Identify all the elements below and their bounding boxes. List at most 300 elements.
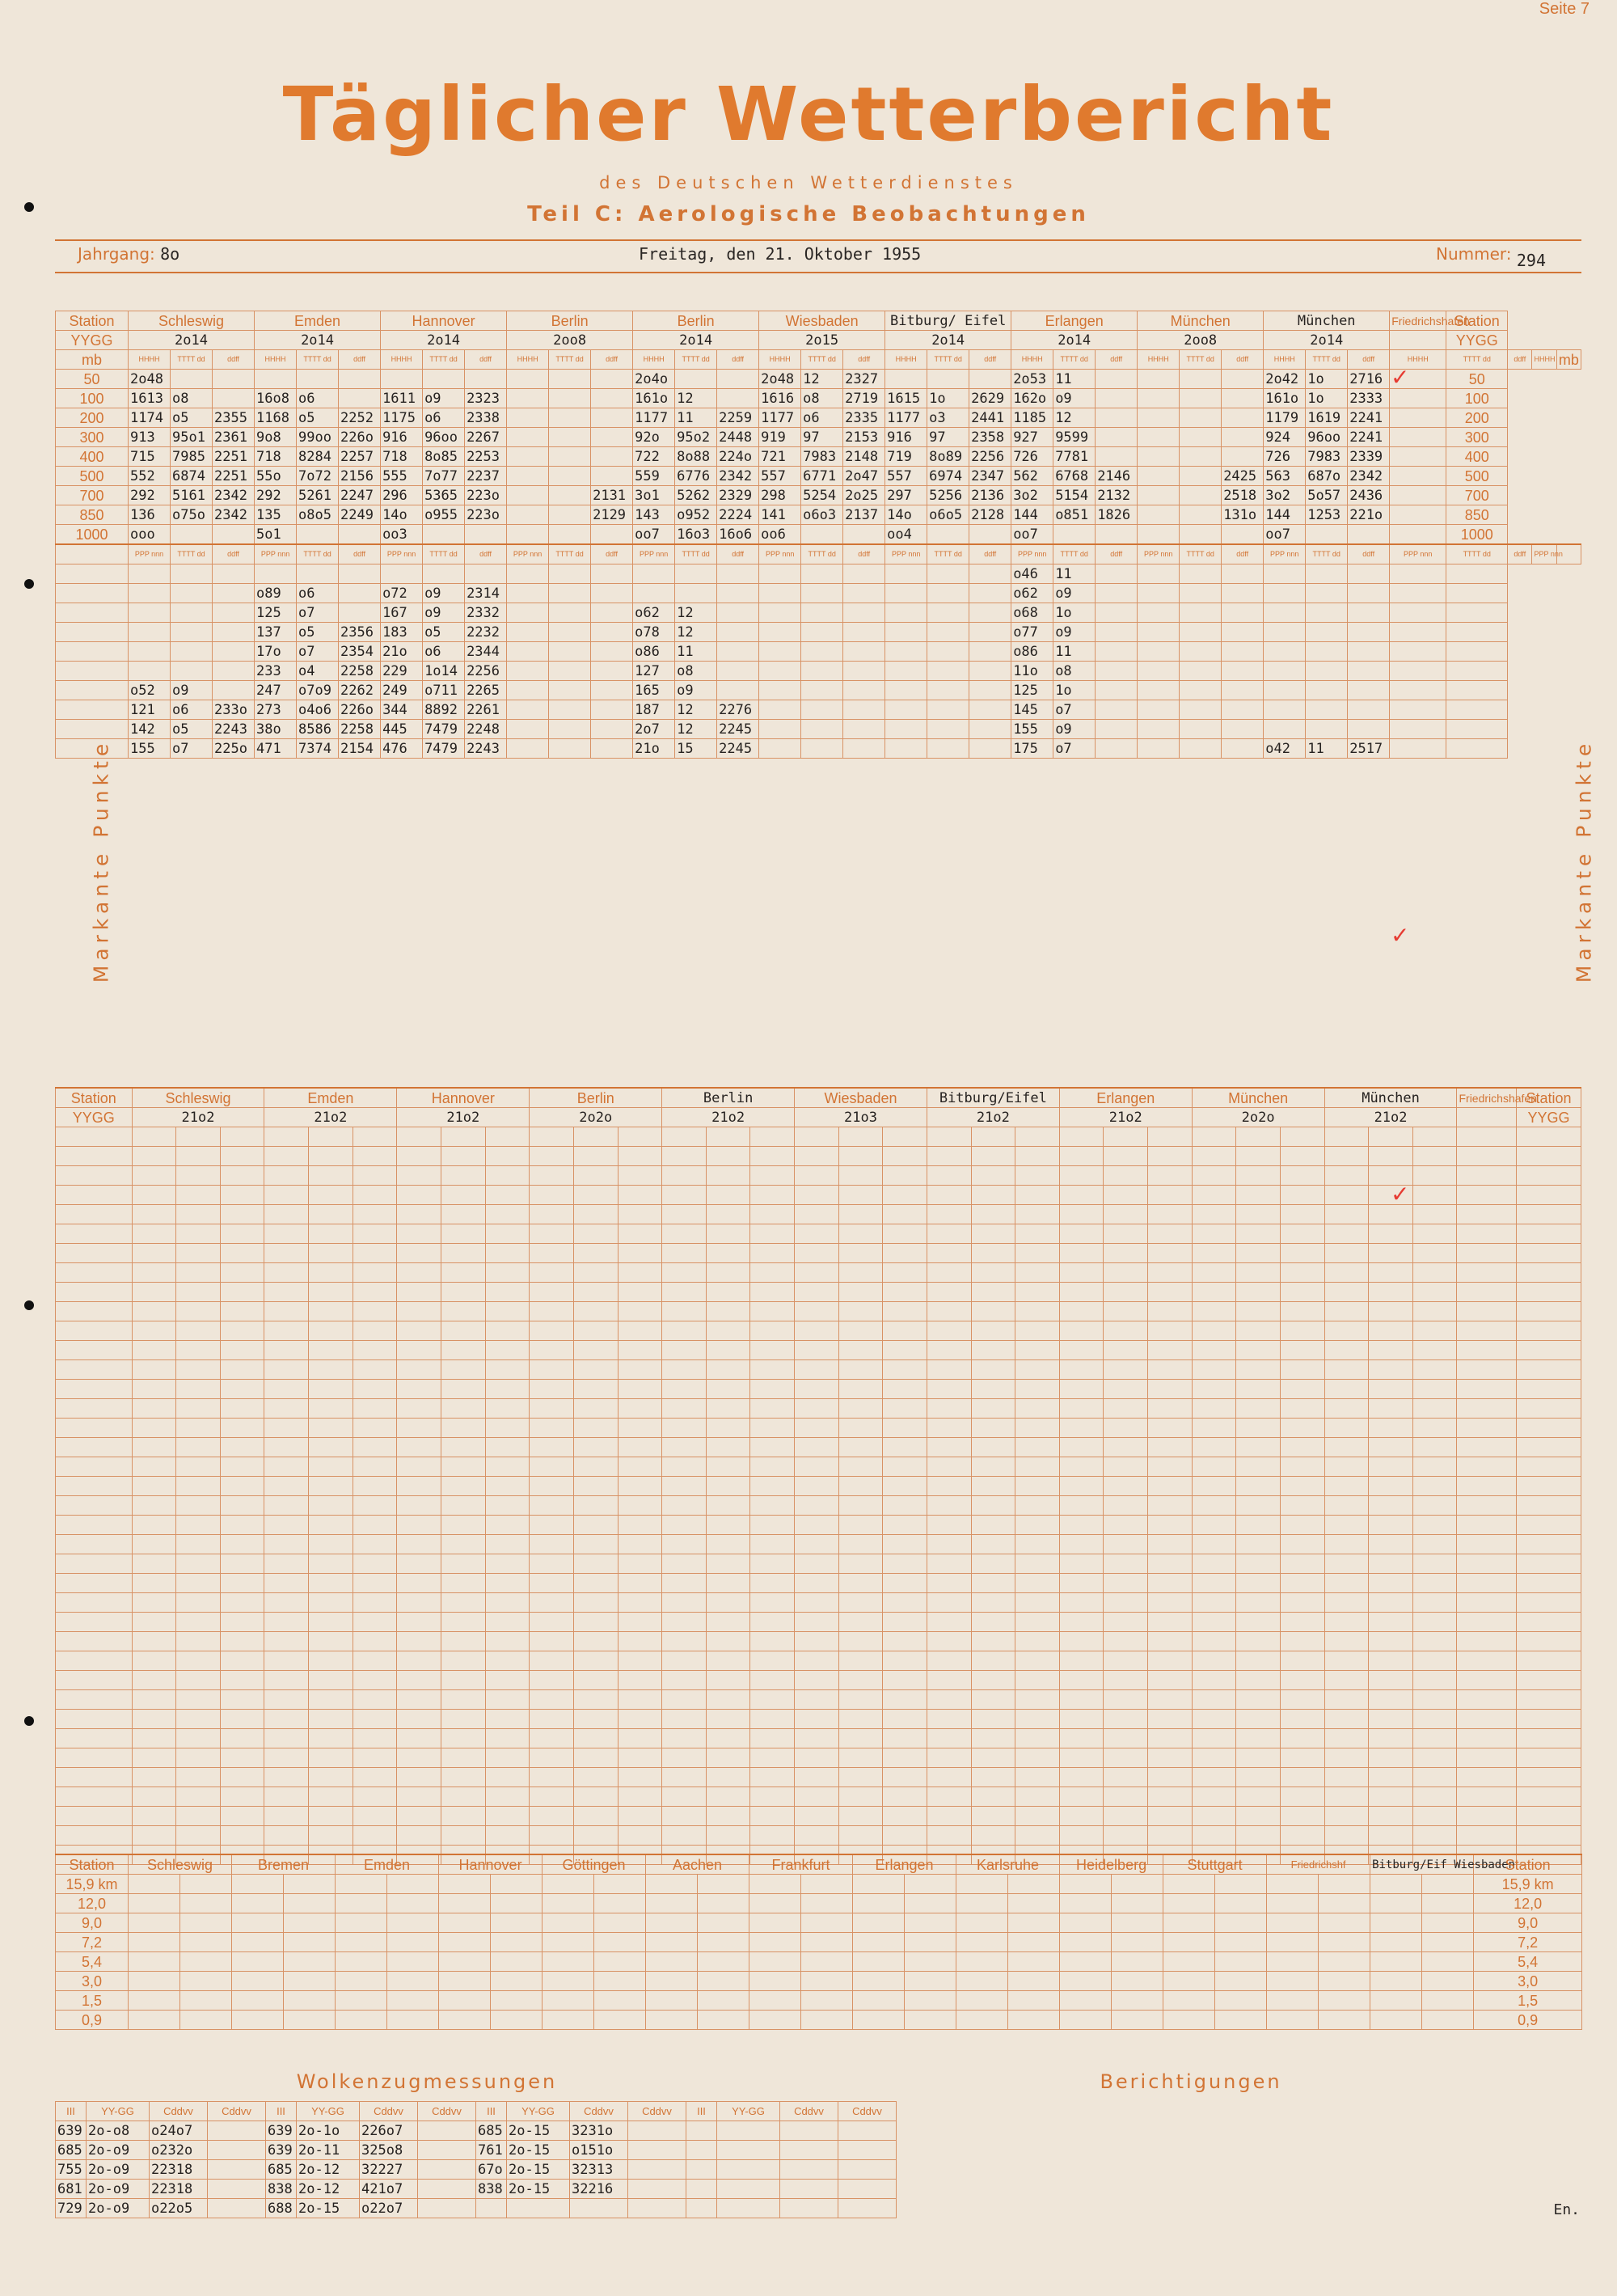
grid-cell [838,1651,883,1671]
data-cell: 161o [1264,389,1306,408]
grid-cell [706,1729,750,1748]
data-cell [717,584,759,603]
data-cell [759,642,801,662]
yygg-row [56,1108,1581,1127]
data-cell: oo4 [885,525,927,545]
data-cell: 2259 [717,408,759,428]
grid-cell [883,1302,927,1321]
data-cell [1306,720,1348,739]
grid-cell [1457,1438,1517,1457]
grid-cell [353,1127,397,1147]
grid-cell [706,1671,750,1690]
grid-cell [56,1826,133,1846]
side-cell [1446,720,1508,739]
data-cell: 38o [255,720,297,739]
data-cell [686,2141,717,2160]
ddff-label: ddff [339,350,381,370]
grid-cell [1059,1729,1104,1748]
grid-cell [750,1186,795,1205]
grid-row [56,1554,1581,1574]
grid-cell [309,1613,353,1632]
grid-row [56,1807,1581,1826]
data-cell [927,720,969,739]
data-cell [956,1972,1008,1991]
data-cell [129,2011,180,2030]
data-cell [885,564,927,584]
grid-cell [1280,1671,1324,1690]
data-cell [549,370,591,389]
data-cell [780,2121,838,2141]
data-cell [1163,1991,1215,2011]
data-cell [549,564,591,584]
grid-cell [56,1477,133,1496]
grid-cell [132,1127,176,1147]
side-cell [56,564,129,584]
grid-cell [1015,1399,1060,1419]
grid-cell [1280,1807,1324,1826]
data-cell [749,1894,801,1913]
data-cell: o9 [423,584,465,603]
data-cell: 2241 [1348,408,1390,428]
data-cell: 2132 [1096,486,1138,505]
grid-cell [1015,1748,1060,1768]
data-cell: 12 [1053,408,1096,428]
grid-cell [1369,1632,1413,1651]
station-name: Frankfurt [749,1854,853,1875]
grid-cell [1457,1690,1517,1710]
ddff-label: ddff [1508,544,1532,564]
grid-cell [485,1690,530,1710]
grid-cell [1015,1477,1060,1496]
data-cell: 2256 [465,662,507,681]
data-cell [1112,1991,1163,2011]
level-row [56,447,1581,467]
data-cell [843,720,885,739]
grid-row [56,1787,1581,1807]
grid-cell [353,1516,397,1535]
grid-cell [971,1787,1015,1807]
data-cell [1215,1991,1267,2011]
station-name: Schleswig [132,1088,264,1108]
grid-cell [1148,1399,1193,1419]
grid-cell [750,1419,795,1438]
data-cell: 249 [381,681,423,700]
grid-cell [397,1574,441,1593]
grid-cell [309,1283,353,1302]
grid-cell [1457,1263,1517,1283]
grid-cell [530,1263,574,1283]
grid-cell [1517,1283,1581,1302]
grid-cell [309,1593,353,1613]
data-cell: o7 [297,603,339,623]
grid-cell [573,1613,618,1632]
data-cell [387,1894,439,1913]
grid-cell [485,1127,530,1147]
grid-cell [750,1302,795,1321]
data-cell [885,700,927,720]
data-cell [439,1952,491,1972]
grid-cell [883,1574,927,1593]
grid-cell [573,1399,618,1419]
data-cell [129,564,171,584]
data-cell: 2344 [465,642,507,662]
station-name: Schleswig [129,311,255,331]
data-cell: oo7 [1264,525,1306,545]
data-cell [1306,681,1348,700]
page-label: Seite 7 [1539,0,1590,18]
grid-cell [530,1516,574,1535]
grid-cell [971,1748,1015,1768]
grid-cell [264,1710,309,1729]
grid-cell [1059,1457,1104,1477]
grid-cell [1104,1147,1148,1166]
data-cell: 2243 [465,739,507,759]
data-cell [232,1894,284,1913]
grid-cell [397,1205,441,1224]
grid-cell [176,1186,221,1205]
tttt-label: TTTT dd [1180,544,1222,564]
grid-cell [309,1787,353,1807]
grid-cell [309,1360,353,1380]
grid-cell [618,1671,662,1690]
morning-level-rows [56,370,1581,545]
grid-cell [1059,1321,1104,1341]
col-label: Cddvv [838,2102,897,2121]
grid-cell [1412,1186,1457,1205]
data-cell [1180,486,1222,505]
grid-cell [1192,1360,1236,1380]
data-cell: 2146 [1096,467,1138,486]
data-cell [969,739,1011,759]
data-cell: o151o [570,2141,628,2160]
grid-cell [573,1224,618,1244]
grid-cell [530,1302,574,1321]
grid-cell [309,1147,353,1166]
data-cell [1096,681,1138,700]
data-cell: 2o-15 [507,2141,570,2160]
data-cell: o6 [297,584,339,603]
data-cell [1138,739,1180,759]
grid-cell [795,1690,839,1710]
data-cell [780,2180,838,2199]
grid-cell [1148,1554,1193,1574]
grid-row [56,1399,1581,1419]
grid-cell [56,1186,133,1205]
grid-cell [750,1535,795,1554]
grid-cell [1457,1205,1517,1224]
data-cell [507,720,549,739]
grid-cell [220,1768,264,1787]
data-cell [801,564,843,584]
data-cell [717,389,759,408]
grid-cell [264,1205,309,1224]
grid-cell [971,1399,1015,1419]
afternoon-grid [56,1127,1581,1865]
data-cell [717,2199,780,2218]
time-cell: 2oo8 [507,331,633,350]
grid-cell [706,1147,750,1166]
grid-cell [530,1166,574,1186]
data-cell [171,564,213,584]
grid-cell [176,1438,221,1457]
time-cell: 21o2 [927,1108,1059,1127]
data-cell: 187 [633,700,675,720]
data-cell [1163,1875,1215,1894]
grid-cell [618,1399,662,1419]
grid-cell [1324,1690,1369,1710]
data-cell [838,2199,897,2218]
grid-cell [1059,1186,1104,1205]
grid-cell [1369,1516,1413,1535]
grid-cell [795,1186,839,1205]
data-cell [956,1875,1008,1894]
data-cell [843,603,885,623]
check-mark-icon: ✓ [1391,1181,1410,1207]
grid-cell [971,1710,1015,1729]
data-cell: 16o8 [255,389,297,408]
grid-cell [176,1613,221,1632]
grid-cell [1324,1438,1369,1457]
data-cell [213,389,255,408]
level-label: 100 [56,389,129,408]
data-cell: 6974 [927,467,969,486]
grid-cell [397,1341,441,1360]
grid-cell [662,1205,707,1224]
data-cell [801,662,843,681]
grid-cell [1412,1399,1457,1419]
grid-cell [176,1574,221,1593]
grid-cell [1412,1205,1457,1224]
grid-cell [795,1787,839,1807]
data-cell: 7985 [171,447,213,467]
grid-cell [1369,1399,1413,1419]
grid-cell [1148,1632,1193,1651]
grid-cell [397,1554,441,1574]
grid-cell [618,1516,662,1535]
data-cell [749,1972,801,1991]
grid-cell [56,1224,133,1244]
grid-cell [1517,1768,1581,1787]
data-cell [1163,1972,1215,1991]
grid-cell [706,1632,750,1651]
level-label: 0,9 [56,2011,129,2030]
data-cell: 2o42 [1264,370,1306,389]
data-cell [591,428,633,447]
grid-cell [1148,1186,1193,1205]
data-cell [969,564,1011,584]
grid-cell [1324,1205,1369,1224]
grid-cell [1457,1457,1517,1477]
data-cell: o9 [1053,623,1096,642]
grid-cell [264,1613,309,1632]
data-cell: 97 [927,428,969,447]
grid-cell [309,1186,353,1205]
data-cell [759,662,801,681]
data-cell [208,2199,266,2218]
data-cell: 7479 [423,739,465,759]
station-name: Hannover [397,1088,530,1108]
grid-cell [706,1748,750,1768]
tttt-label: TTTT dd [927,544,969,564]
tttt-label: TTTT dd [171,544,213,564]
grid-cell [220,1748,264,1768]
data-cell [801,1991,853,2011]
col-label: YY-GG [87,2102,150,2121]
tttt-label: TTTT dd [297,544,339,564]
grid-cell [1059,1632,1104,1651]
grid-cell [132,1341,176,1360]
data-cell [549,447,591,467]
grid-cell [573,1768,618,1787]
data-cell [905,1933,956,1952]
grid-cell [662,1341,707,1360]
data-cell: 2719 [843,389,885,408]
yygg-label: YYGG [56,331,129,350]
station-name: Erlangen [853,1854,956,1875]
data-cell: 7983 [1306,447,1348,467]
data-cell [646,1913,698,1933]
grid-cell [618,1283,662,1302]
data-cell: 16o6 [717,525,759,545]
grid-cell [485,1283,530,1302]
grid-cell [485,1399,530,1419]
ddff-label: ddff [1508,350,1532,370]
grid-cell [176,1341,221,1360]
grid-cell [309,1768,353,1787]
grid-cell [795,1826,839,1846]
data-cell [507,505,549,525]
data-cell [549,642,591,662]
grid-cell [441,1263,485,1283]
grid-cell [353,1380,397,1399]
grid-cell [309,1807,353,1826]
grid-cell [1457,1651,1517,1671]
grid-cell [132,1438,176,1457]
time-cell: 21o2 [662,1108,795,1127]
data-cell [838,2141,897,2160]
grid-cell [838,1613,883,1632]
data-cell [927,642,969,662]
grid-cell [353,1613,397,1632]
grid-cell [1412,1380,1457,1399]
grid-cell [750,1380,795,1399]
grid-cell [309,1671,353,1690]
data-cell [646,1933,698,1952]
data-cell [956,1952,1008,1972]
data-cell [838,2180,897,2199]
grid-cell [132,1748,176,1768]
grid-cell [530,1729,574,1748]
grid-row [56,1186,1581,1205]
grid-cell [706,1651,750,1671]
data-cell: 2137 [843,505,885,525]
grid-row [56,1263,1581,1283]
level-label: 700 [56,486,129,505]
data-cell [1138,700,1180,720]
data-cell: 2o47 [843,467,885,486]
flag-cell [1390,603,1446,623]
data-cell [749,1875,801,1894]
data-cell [465,370,507,389]
grid-cell [1412,1166,1457,1186]
data-cell [1319,1991,1370,2011]
grid-cell [706,1477,750,1496]
unit-row [56,350,1581,370]
grid-cell [56,1807,133,1826]
grid-cell [1457,1380,1517,1399]
grid-cell [1457,1768,1517,1787]
grid-cell [1192,1457,1236,1477]
grid-cell [927,1224,971,1244]
check-mark-icon: ✓ [1391,364,1410,391]
grid-cell [176,1651,221,1671]
grid-cell [1457,1671,1517,1690]
data-cell: oo7 [1011,525,1053,545]
data-cell: 2245 [717,720,759,739]
time-cell: 2o15 [759,331,885,350]
grid-cell [750,1127,795,1147]
station-name: Berlin [507,311,633,331]
grid-cell [397,1690,441,1710]
data-cell: o9 [423,389,465,408]
grid-cell [220,1283,264,1302]
grid-row [56,1205,1581,1224]
grid-cell [1280,1302,1324,1321]
grid-row [56,1127,1581,1147]
grid-cell [530,1186,574,1205]
data-cell [843,623,885,642]
data-cell [491,1991,543,2011]
data-cell: 2o-o9 [87,2141,150,2160]
grid-cell [1369,1710,1413,1729]
grid-cell [1192,1186,1236,1205]
grid-cell [838,1360,883,1380]
tttt-label: TTTT dd [1446,350,1508,370]
grid-cell [838,1574,883,1593]
grid-cell [441,1186,485,1205]
data-cell [339,564,381,584]
data-cell: 11 [675,642,717,662]
grid-cell [1104,1516,1148,1535]
data-cell [717,370,759,389]
station-label: Station [56,1854,129,1875]
grid-cell [1517,1710,1581,1729]
grid-cell [1412,1690,1457,1710]
grid-cell [1280,1457,1324,1477]
grid-cell [56,1516,133,1535]
data-cell: 2245 [717,739,759,759]
data-cell [507,739,549,759]
data-cell [418,2141,476,2160]
grid-cell [1280,1360,1324,1380]
grid-cell [795,1535,839,1554]
grid-cell [927,1419,971,1438]
data-cell [1112,1952,1163,1972]
grid-cell [883,1787,927,1807]
grid-cell [795,1302,839,1321]
grid-cell [1059,1244,1104,1263]
data-cell: 5161 [171,486,213,505]
grid-cell [1236,1748,1281,1768]
data-cell [491,1913,543,1933]
grid-cell [971,1671,1015,1690]
grid-cell [176,1380,221,1399]
data-cell: 476 [381,739,423,759]
grid-cell [927,1787,971,1807]
data-cell: o9 [1053,720,1096,739]
data-cell [956,1913,1008,1933]
grid-cell [838,1768,883,1787]
